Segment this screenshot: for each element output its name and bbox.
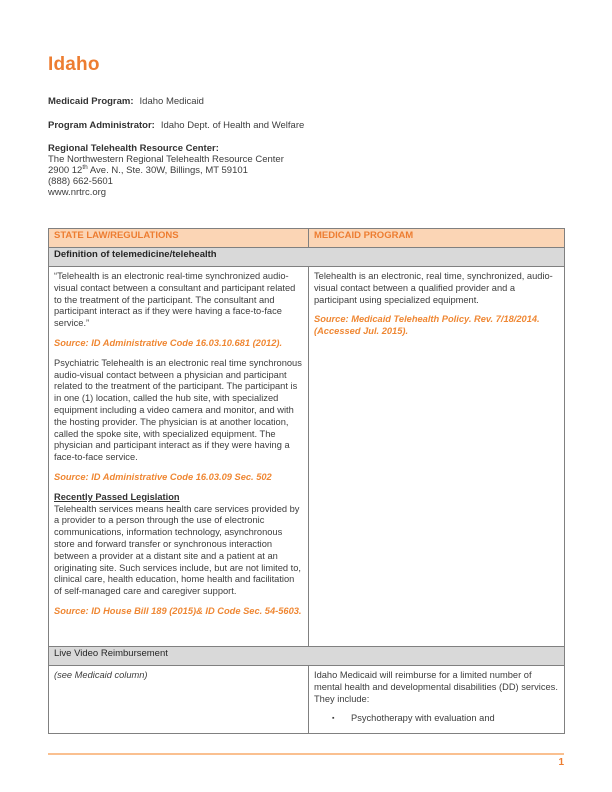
- cell-medicaid-definition: [309, 267, 565, 647]
- state-law-paragraph-2: Psychiatric Telehealth is an electronic real time synchronous audio-visual contact between a physician and participant related to the treatment of the participant. The participant is in one (1) location, called the hub site, with specialized equipment including a video camera and monitor, and with the hosting provider. The physician is at another location, called the spoke site, with specialized equipment. The physician and participant interact as if they were having a face-to-face service.: [54, 357, 302, 463]
- program-administrator-line: [48, 121, 304, 132]
- state-law-paragraph-3: Telehealth services means health care services provided by a provider to a person through the use of electronic communications, information technology, asynchronous store and forward transfer or synchronous interaction between a provider at a distant site and a patient at an originating site. Such services include, but are not limited to, clinical care, health education, home health and facilitation of self-managed care and caregiver support.: [54, 503, 302, 597]
- live-video-intro: Idaho Medicaid will reimburse for a limited number of mental health and developmental disabilities (DD) services. They include:: [314, 670, 558, 704]
- rtrc-website: www.nrtrc.org: [48, 187, 107, 199]
- source-citation-2: Source: ID Administrative Code 16.03.09 Sec. 502: [54, 471, 272, 482]
- section-title-definition: Definition of telemedicine/telehealth: [49, 248, 565, 267]
- cell-state-law-live-video: [49, 666, 309, 734]
- table-row: [49, 666, 565, 734]
- table-header-row: [49, 229, 565, 248]
- source-citation-1: Source: ID Administrative Code 16.03.10.681 (2012).: [54, 337, 283, 348]
- section-title-live-video: Live Video Reimbursement: [49, 647, 565, 666]
- medicaid-program-line: [48, 97, 204, 108]
- rtrc-address: 2900 12th Ave. N., Ste. 30W, Billings, MT 59101: [48, 164, 248, 176]
- section-row-live-video: [49, 647, 565, 666]
- col-header-state-law: STATE LAW/REGULATIONS: [49, 229, 309, 248]
- comparison-table: [48, 228, 565, 734]
- rtrc-block: [48, 144, 284, 199]
- section-row-definition: [49, 248, 565, 267]
- medicaid-program-value: Idaho Medicaid: [139, 96, 204, 107]
- rtrc-label: Regional Telehealth Resource Center:: [48, 143, 219, 154]
- rtrc-name: The Northwestern Regional Telehealth Resource Center: [48, 153, 284, 165]
- cell-medicaid-live-video: [309, 666, 565, 734]
- rtrc-phone: (888) 662-5601: [48, 176, 113, 188]
- program-administrator-value: Idaho Dept. of Health and Welfare: [160, 120, 305, 131]
- bullet-item: [330, 713, 559, 725]
- square-bullet-icon: ▪: [332, 715, 335, 723]
- ordinal-superscript: th: [82, 164, 88, 172]
- state-law-paragraph-1: “Telehealth is an electronic real-time synchronized audio-visual contact between a consultant and participant related to the treatment of the participant. The consultant and participant interact as if they were having a face-to-face service.”: [54, 271, 296, 329]
- see-medicaid-column-note: (see Medicaid column): [54, 670, 148, 680]
- medicaid-paragraph-1: Telehealth is an electronic, real time, synchronized, audio-visual contact between a qualified provider and a participant using specialized equipment.: [314, 271, 553, 305]
- table-row: [49, 267, 565, 647]
- program-administrator-label: Program Administrator:: [48, 120, 155, 131]
- page-number: 1: [558, 757, 564, 768]
- cell-state-law-definition: [49, 267, 309, 647]
- legislation-heading: Recently Passed Legislation: [54, 491, 180, 502]
- medicaid-source-citation: Source: Medicaid Telehealth Policy. Rev. 7/18/2014. (Accessed Jul. 2015).: [314, 314, 540, 337]
- bullet-text: Psychotherapy with evaluation and: [351, 713, 495, 724]
- page-title: Idaho: [48, 54, 100, 75]
- footer-rule: [48, 753, 564, 755]
- col-header-medicaid-program: MEDICAID PROGRAM: [309, 229, 565, 248]
- source-citation-3: Source: ID House Bill 189 (2015)& ID Code Sec. 54-5603.: [54, 605, 302, 616]
- medicaid-program-label: Medicaid Program:: [48, 96, 134, 107]
